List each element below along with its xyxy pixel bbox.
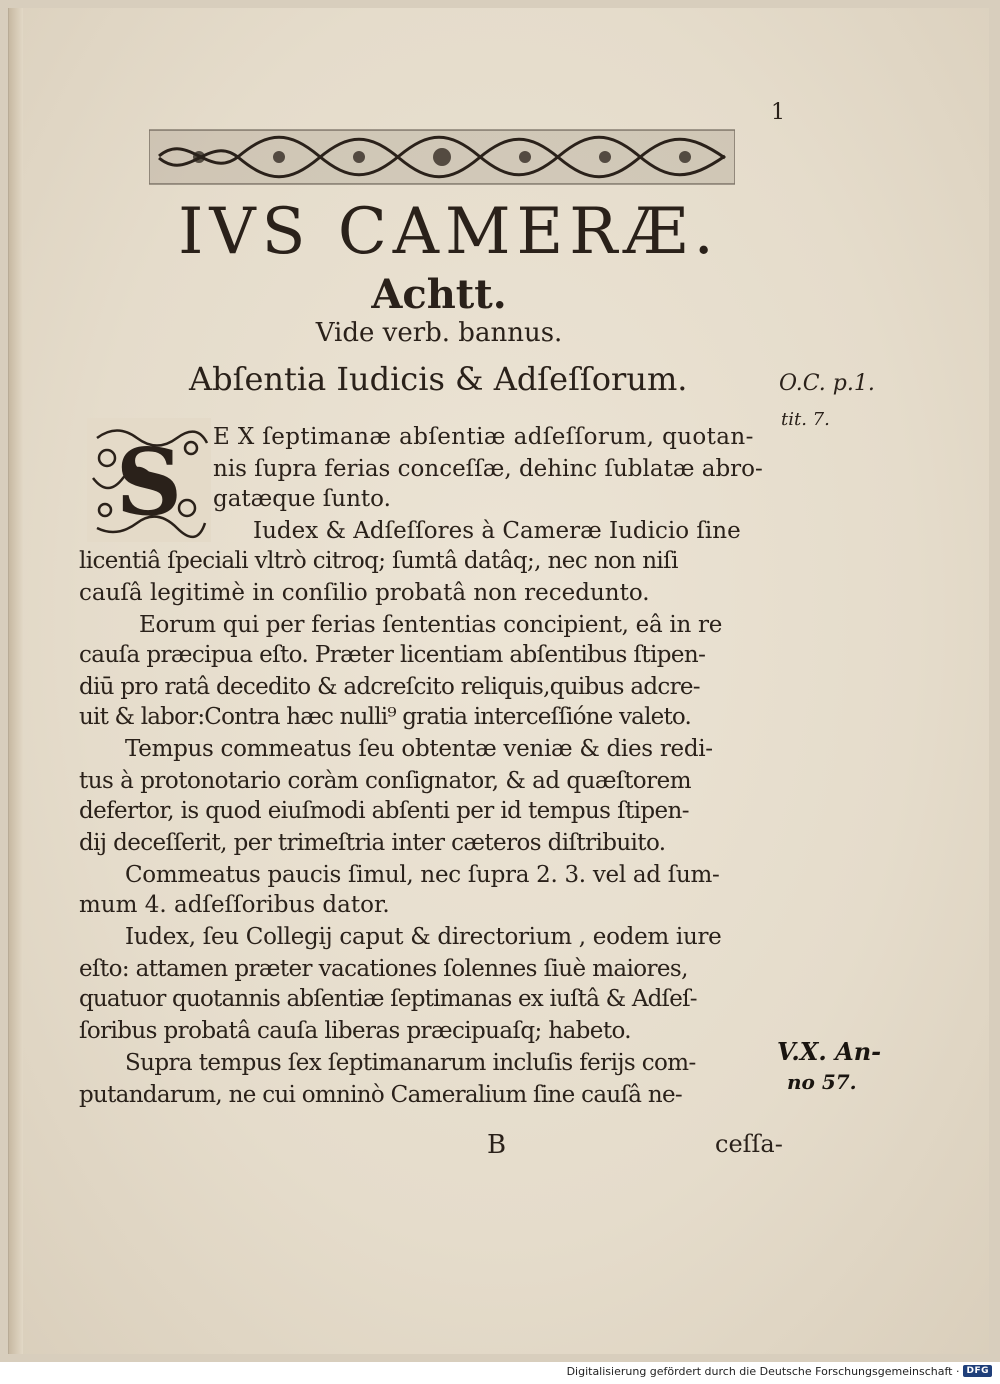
body-line: putandarum, ne cui omninò Cameralium ſine cauſâ ne- (79, 1082, 682, 1108)
body-line: dij deceſſerit, per trimeſtria inter cæteros diſtribuito. (79, 830, 666, 856)
body-line: Eorum qui per ferias ſententias concipient, eâ in re (139, 612, 723, 638)
margin-note-print-1: O.C. p.1. (779, 371, 875, 396)
body-line: Iudex & Adſeſſores à Cameræ Iudicio ſine (253, 518, 741, 544)
body-line: licentiâ ſpeciali vltrò citroq; ſumtâ datâq;, nec non niſi (79, 548, 678, 574)
body-line: Iudex, ſeu Collegij caput & directorium , eodem iure (125, 924, 722, 950)
body-line: uit & labor:Contra hæc nulli⁹ gratia interceſſióne valeto. (79, 704, 692, 730)
decorated-initial-s (87, 418, 211, 542)
body-line: Supra tempus ſex ſeptimanarum incluſis ferijs com- (125, 1050, 696, 1076)
signature-mark: B (487, 1130, 507, 1160)
page-title: IVS CAMERÆ. (178, 195, 720, 269)
body-line: eſto: attamen præter vacationes ſolennes ſiuè maiores, (79, 956, 688, 982)
digitization-footer (567, 1362, 992, 1380)
handwritten-margin-note-1: V.X. An- (777, 1037, 882, 1066)
see-reference: Vide verb. bannus. (315, 318, 563, 348)
body-line: quatuor quotannis abſentiæ ſeptimanas ex iuſtâ & Adſeſ- (79, 986, 697, 1012)
folio-number: 1 (771, 100, 785, 125)
catchword: ceſſa- (715, 1130, 783, 1158)
page-binding-edge (9, 8, 23, 1354)
body-line: Commeatus paucis ſimul, nec ſupra 2. 3. vel ad ſum- (125, 862, 720, 888)
headpiece-ornament (149, 126, 735, 188)
handwritten-margin-note-2: no 57. (787, 1070, 857, 1094)
body-line: Tempus commeatus ſeu obtentæ veniæ & dies redi- (125, 736, 713, 762)
drop-cap-letter: S (115, 428, 183, 536)
body-line: mum 4. adſeſſoribus dator. (79, 892, 390, 918)
margin-note-print-2: tit. 7. (781, 409, 830, 430)
body-line: diū pro ratâ decedito & adcreſcito reliquis,quibus adcre- (79, 674, 700, 700)
body-line: tus à protonotario coràm conſignator, & ad quæſtorem (79, 768, 692, 794)
body-line: defertor, is quod eiuſmodi abſenti per id tempus ſtipen- (79, 798, 689, 824)
body-line: gatæque ſunto. (213, 486, 391, 512)
body-line: cauſâ legitimè in conſilio probatâ non recedunto. (79, 580, 650, 606)
footer-credit-text: Digitalisierung gefördert durch die Deutsche Forschungsgemeinschaft · (566, 1364, 960, 1378)
body-line: E X ſeptimanæ abſentiæ adſeſſorum, quotan- (213, 424, 754, 450)
body-line: cauſa præcipua eſto. Præter licentiam abſentibus ſtipen- (79, 642, 706, 668)
body-line: nis ſupra ferias conceſſæ, dehinc ſublatæ abro- (213, 456, 763, 482)
dfg-logo[interactable]: DFG (963, 1365, 992, 1377)
blackletter-word: Achtt. (371, 271, 507, 318)
book-page (8, 8, 989, 1354)
section-heading: Abſentia Iudicis & Adſeſſorum. (189, 360, 688, 398)
body-line: ſoribus probatâ cauſa liberas præcipuaſq; habeto. (79, 1018, 632, 1044)
